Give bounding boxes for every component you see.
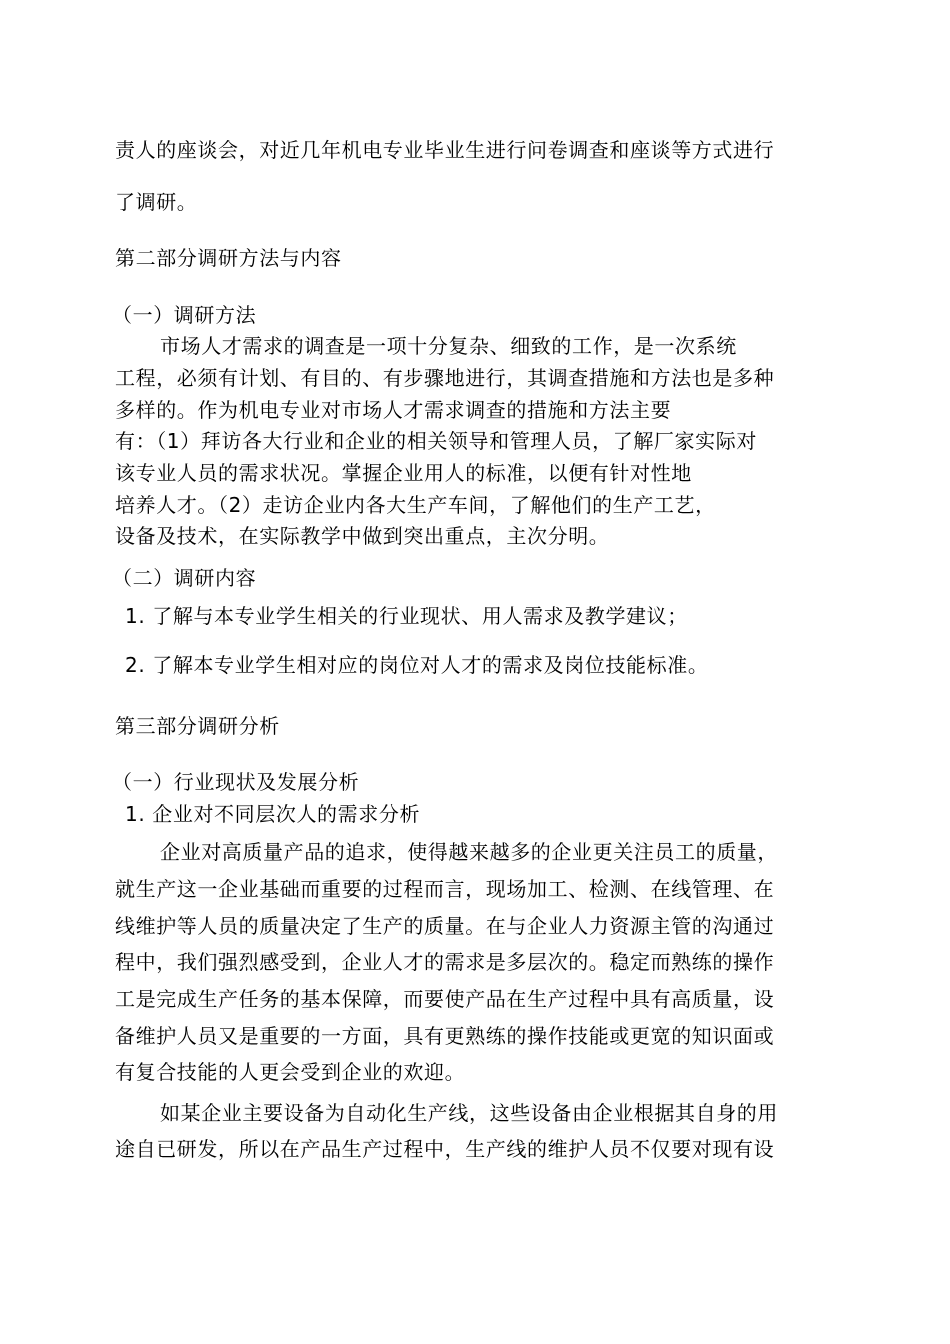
list-item: 2. 了解本专业学生相对应的岗位对人才的需求及岗位技能标准。 (125, 653, 709, 677)
paragraph-line: 企业对高质量产品的追求，使得越来越多的企业更关注员工的质量， (160, 840, 778, 864)
paragraph-line: 线维护等人员的质量决定了生产的质量。在与企业人力资源主管的沟通过 (115, 914, 775, 938)
subheading-industry: （一）行业现状及发展分析 (112, 770, 360, 794)
paragraph-line: 培养人才。（2）走访企业内各大生产车间，了解他们的生产工艺， (115, 493, 716, 517)
paragraph-line: 途自已研发，所以在产品生产过程中，生产线的维护人员不仅要对现有设 (115, 1137, 775, 1161)
subheading-content: （二）调研内容 (112, 566, 257, 590)
paragraph-line: 程中，我们强烈感受到，企业人才的需求是多层次的。稳定而熟练的操作 (115, 950, 775, 974)
paragraph-line: 有复合技能的人更会受到企业的欢迎。 (115, 1060, 466, 1084)
paragraph-line: 有：（1）拜访各大行业和企业的相关领导和管理人员，了解厂家实际对 (115, 429, 757, 453)
paragraph-line: 设备及技术，在实际教学中做到突出重点，主次分明。 (115, 524, 610, 548)
section-heading-part2: 第二部分调研方法与内容 (115, 246, 342, 270)
paragraph-line: 多样的。作为机电专业对市场人才需求调查的措施和方法主要 (115, 398, 672, 422)
section-heading-part3: 第三部分调研分析 (115, 714, 280, 738)
paragraph-line: 该专业人员的需求状况。掌握企业用人的标准，以便有针对性地 (115, 461, 692, 485)
paragraph-line: 工是完成生产任务的基本保障，而要使产品在生产过程中具有高质量，设 (115, 987, 775, 1011)
paragraph-line: 就生产这一企业基础而重要的过程而言，现场加工、检测、在线管理、在 (115, 877, 775, 901)
list-item: 1. 了解与本专业学生相关的行业现状、用人需求及教学建议； (125, 604, 688, 628)
paragraph-line: 备维护人员又是重要的一方面，具有更熟练的操作技能或更宽的知识面或 (115, 1024, 775, 1048)
paragraph-line: 如某企业主要设备为自动化生产线，这些设备由企业根据其自身的用 (160, 1101, 778, 1125)
subheading-methods: （一）调研方法 (112, 303, 257, 327)
intro-line: 了调研。 (115, 190, 198, 214)
paragraph-line: 工程，必须有计划、有目的、有步骤地进行，其调查措施和方法也是多种 (115, 366, 775, 390)
paragraph-line: 市场人才需求的调查是一项十分复杂、细致的工作，是一次系统 (160, 334, 737, 358)
intro-line: 责人的座谈会，对近几年机电专业毕业生进行问卷调查和座谈等方式进行 (115, 138, 775, 162)
list-item: 1. 企业对不同层次人的需求分析 (125, 802, 421, 826)
